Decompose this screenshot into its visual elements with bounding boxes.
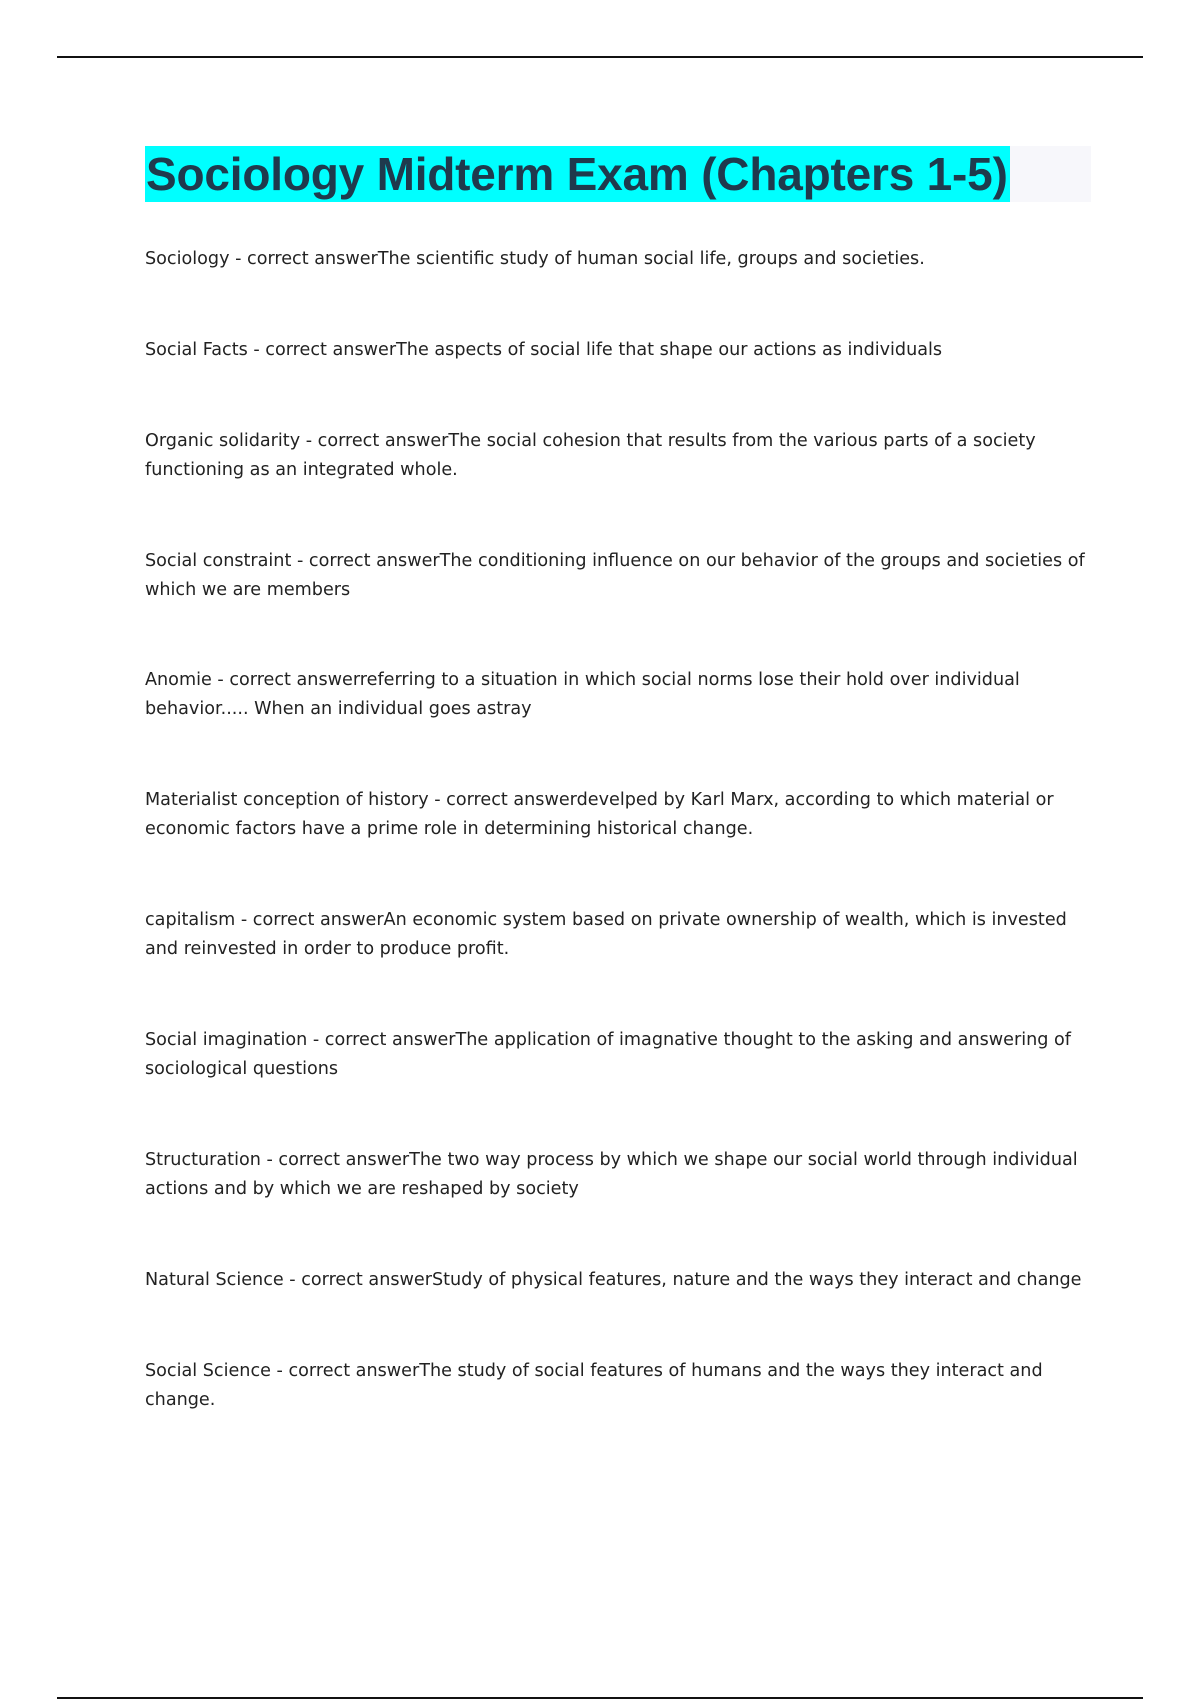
definition-item-anomie: Anomie - correct answerreferring to a situation in which social norms lose their hold over individual behavior..... When an individual goes astray xyxy=(145,670,1020,719)
definition-item-materialist-conception: Materialist conception of history - correct answerdevelped by Karl Marx, according to which material or economic factors have a prime role in determining historical change. xyxy=(145,790,1054,839)
definition-item-sociology: Sociology - correct answerThe scientific study of human social life, groups and societies. xyxy=(145,249,925,269)
definition-item-social-science: Social Science - correct answerThe study of social features of humans and the ways they interact and change. xyxy=(145,1361,1043,1410)
title-block xyxy=(145,146,1091,202)
definition-item-capitalism: capitalism - correct answerAn economic system based on private ownership of wealth, which is invested and reinvested in order to produce profit. xyxy=(145,910,1067,959)
definition-item-social-constraint: Social constraint - correct answerThe conditioning influence on our behavior of the groups and societies of which we are members xyxy=(145,551,1085,600)
definition-item-social-facts: Social Facts - correct answerThe aspects of social life that shape our actions as individuals xyxy=(145,340,943,360)
definition-item-organic-solidarity: Organic solidarity - correct answerThe social cohesion that results from the various parts of a society functioning as an integrated whole. xyxy=(145,431,1036,480)
page-title: Sociology Midterm Exam (Chapters 1-5) xyxy=(146,148,1008,200)
definition-item-social-imagination: Social imagination - correct answerThe application of imagnative thought to the asking and answering of sociological questions xyxy=(145,1030,1071,1079)
bottom-rule xyxy=(57,1697,1143,1699)
definition-item-natural-science: Natural Science - correct answerStudy of physical features, nature and the ways they interact and change xyxy=(145,1270,1082,1290)
definition-item-structuration: Structuration - correct answerThe two way process by which we shape our social world through individual actions and by which we are reshaped by society xyxy=(145,1150,1078,1199)
top-rule xyxy=(57,56,1143,58)
